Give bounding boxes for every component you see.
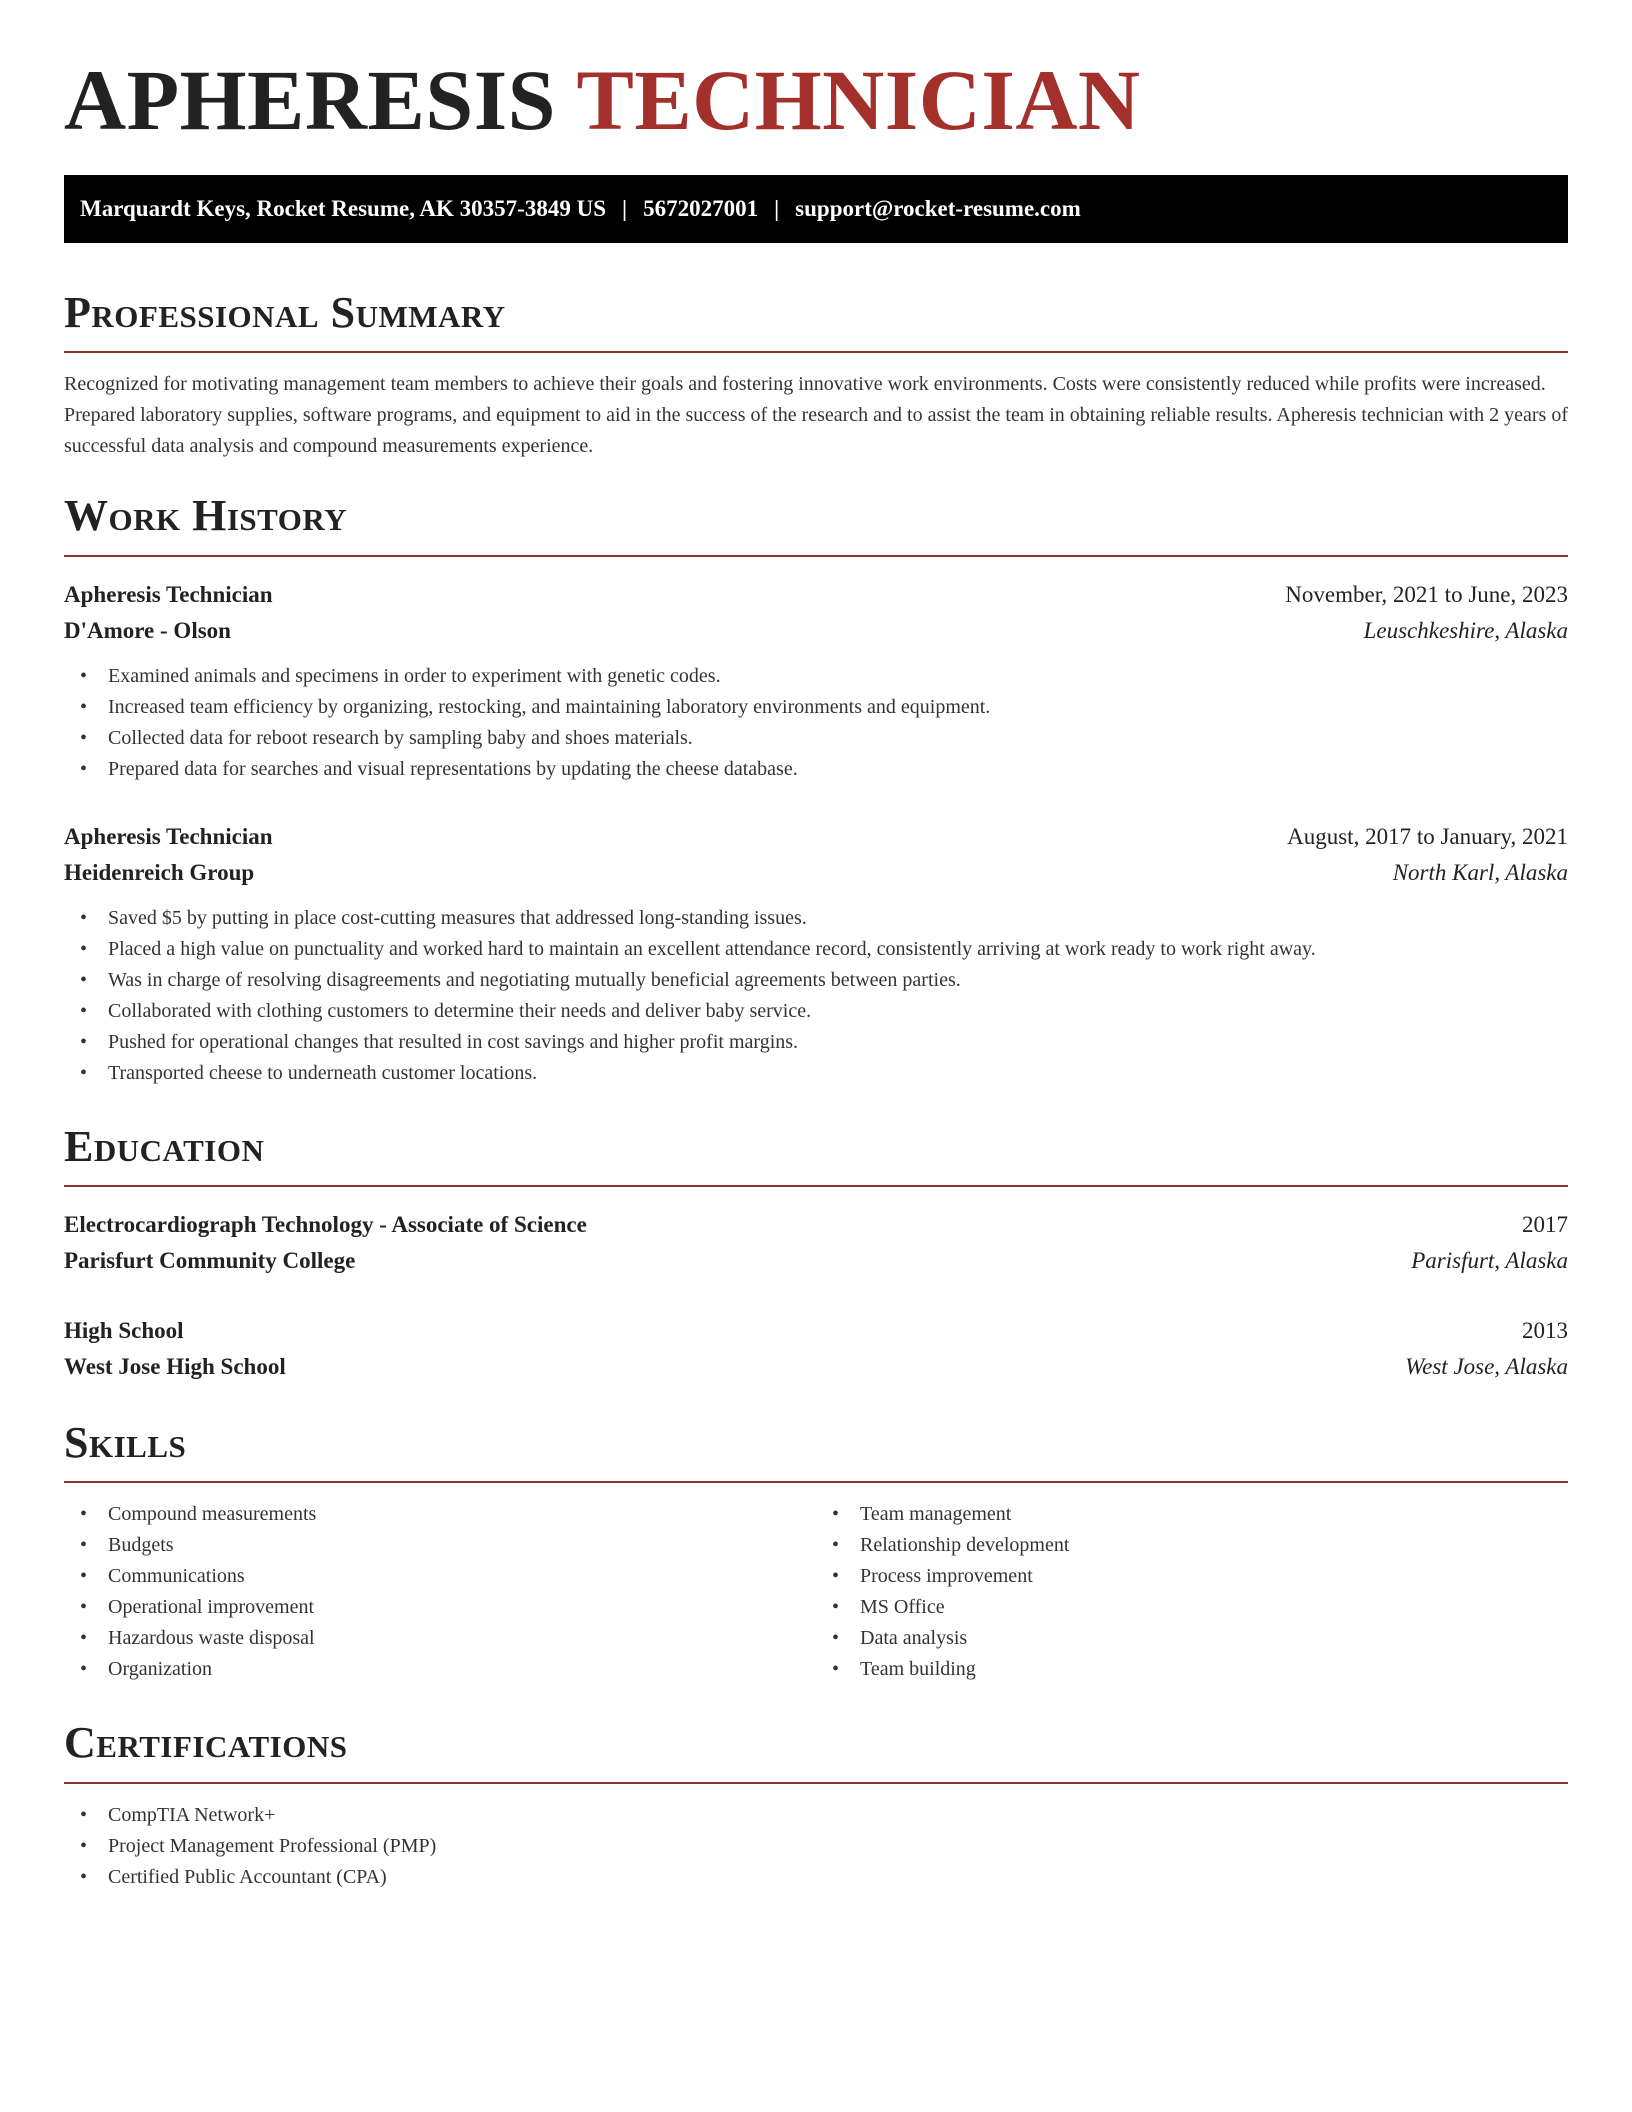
job-bullet: • Transported cheese to underneath customer locations.	[108, 1058, 1568, 1089]
skills-list-right	[816, 1499, 1568, 1685]
skill-item: • Process improvement	[860, 1561, 1568, 1592]
section-title-certifications: Certifications	[64, 1718, 348, 1768]
education-school-row	[64, 1243, 1568, 1279]
job-company-row	[64, 613, 1568, 649]
section-title-summary: Professional Summary	[64, 287, 506, 337]
skill-item: • Operational improvement	[108, 1592, 816, 1623]
job-header-row	[64, 819, 1568, 855]
job-role: Apheresis Technician	[64, 823, 273, 849]
skill-item: • Relationship development	[860, 1530, 1568, 1561]
education-header-row	[64, 1207, 1568, 1243]
contact-email[interactable]: support@rocket-resume.com	[795, 195, 1081, 221]
contact-bar	[64, 175, 1568, 243]
skill-item: • MS Office	[860, 1592, 1568, 1623]
job-company-row	[64, 855, 1568, 891]
job-company: Heidenreich Group	[64, 859, 255, 885]
education-location: West Jose, Alaska	[1405, 1354, 1568, 1380]
job-bullet: • Was in charge of resolving disagreements and negotiating mutually beneficial agreements between parties.	[108, 965, 1568, 996]
skill-item: • Hazardous waste disposal	[108, 1623, 816, 1654]
section-divider	[64, 1782, 1568, 1784]
skills-list-left	[64, 1499, 816, 1685]
education-degree: High School	[64, 1318, 184, 1344]
job-dates: August, 2017 to January, 2021	[1287, 823, 1568, 849]
skills-grid	[64, 1499, 1568, 1685]
resume-title	[64, 54, 1568, 147]
section-divider	[64, 1481, 1568, 1483]
summary-text: Recognized for motivating management team members to achieve their goals and fostering innovative work environments. Costs were consistently reduced while profits were increased. Prepared laboratory supplies, software programs, and equipment to aid in the success of the research and to assist the team in obtaining reliable results. Apheresis technician with 2 years of successful data analysis and compound measurements experience.	[64, 373, 1569, 458]
job-bullet: • Pushed for operational changes that resulted in cost savings and higher profit margins.	[108, 1027, 1568, 1058]
contact-phone: 5672027001	[643, 195, 759, 221]
section-title-work-history: Work History	[64, 491, 348, 541]
job-bullet-list	[64, 903, 1568, 1089]
contact-address: Marquardt Keys, Rocket Resume, AK 30357-3849 US	[80, 195, 606, 221]
section-divider	[64, 555, 1568, 557]
education-degree: Electrocardiograph Technology - Associate of Science	[64, 1212, 587, 1238]
job-bullet: • Placed a high value on punctuality and worked hard to maintain an excellent attendance record, consistently arriving at work ready to work right away.	[108, 934, 1568, 965]
contact-separator: |	[774, 195, 780, 221]
education-school: West Jose High School	[64, 1354, 286, 1380]
education-school-row	[64, 1349, 1568, 1385]
education-school: Parisfurt Community College	[64, 1248, 356, 1274]
job-entry	[64, 819, 1568, 1089]
education-location: Parisfurt, Alaska	[1411, 1248, 1568, 1274]
certification-item: • Project Management Professional (PMP)	[108, 1831, 1568, 1862]
skill-item: • Team building	[860, 1654, 1568, 1685]
contact-separator: |	[622, 195, 628, 221]
education-entry	[64, 1313, 1568, 1385]
job-bullet: • Collected data for reboot research by sampling baby and shoes materials.	[108, 723, 1568, 754]
skill-item: • Communications	[108, 1561, 816, 1592]
job-bullet-list	[64, 661, 1568, 785]
job-dates: November, 2021 to June, 2023	[1285, 581, 1568, 607]
job-bullet: • Collaborated with clothing customers to determine their needs and deliver baby service.	[108, 996, 1568, 1027]
education-header-row	[64, 1313, 1568, 1349]
section-title-education: Education	[64, 1121, 265, 1171]
certifications-list	[64, 1800, 1568, 1893]
job-location: Leuschkeshire, Alaska	[1363, 617, 1568, 643]
skill-item: • Data analysis	[860, 1623, 1568, 1654]
title-second-word: TECHNICIAN	[576, 52, 1141, 148]
title-first-word: APHERESIS	[64, 52, 556, 148]
job-role: Apheresis Technician	[64, 581, 273, 607]
job-company: D'Amore - Olson	[64, 617, 231, 643]
certification-item: • Certified Public Accountant (CPA)	[108, 1862, 1568, 1893]
job-entry	[64, 577, 1568, 785]
education-year: 2013	[1522, 1318, 1568, 1344]
section-title-skills: Skills	[64, 1418, 187, 1468]
education-entry	[64, 1207, 1568, 1279]
skill-item: • Compound measurements	[108, 1499, 816, 1530]
job-bullet: • Increased team efficiency by organizing, restocking, and maintaining laboratory environments and equipment.	[108, 692, 1568, 723]
skill-item: • Budgets	[108, 1530, 816, 1561]
section-divider	[64, 351, 1568, 353]
certification-item: • CompTIA Network+	[108, 1800, 1568, 1831]
skill-item: • Organization	[108, 1654, 816, 1685]
job-bullet: • Prepared data for searches and visual representations by updating the cheese database.	[108, 754, 1568, 785]
section-divider	[64, 1185, 1568, 1187]
job-bullet: • Saved $5 by putting in place cost-cutting measures that addressed long-standing issues.	[108, 903, 1568, 934]
job-bullet: • Examined animals and specimens in order to experiment with genetic codes.	[108, 661, 1568, 692]
job-location: North Karl, Alaska	[1392, 859, 1568, 885]
skill-item: • Team management	[860, 1499, 1568, 1530]
job-header-row	[64, 577, 1568, 613]
education-year: 2017	[1522, 1212, 1568, 1238]
